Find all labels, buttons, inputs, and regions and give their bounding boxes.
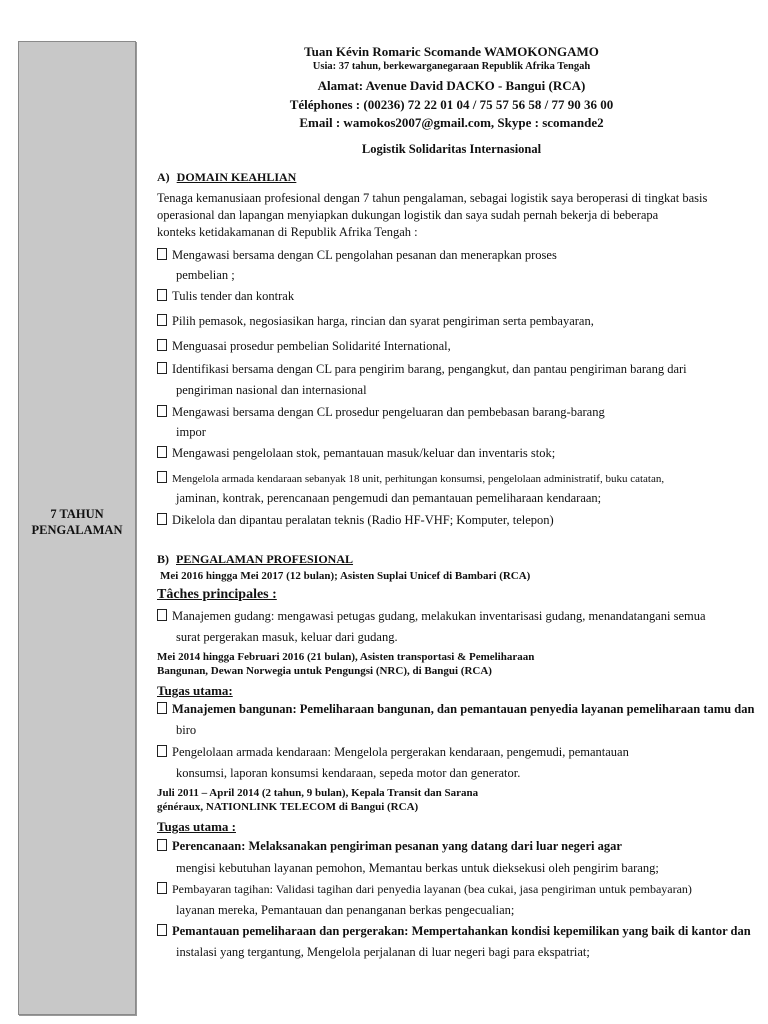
checkbox-icon xyxy=(157,609,167,621)
checkbox-icon xyxy=(157,405,167,417)
position-title: Logistik Solidaritas Internasional xyxy=(361,142,542,156)
job-title: généraux, NATIONLINK TELECOM di Bangui (RCA) xyxy=(157,801,419,813)
list-item: Mengawasi bersama dengan CL pengolahan pesanan dan menerapkan proses xyxy=(157,248,557,263)
list-item: Menguasai prosedur pembelian Solidarité International, xyxy=(157,339,451,354)
address: Alamat: Avenue David DACKO - Bangui (RCA) xyxy=(317,78,586,93)
checkbox-icon xyxy=(157,314,167,326)
task-item-continuation: biro xyxy=(176,723,197,737)
list-item-continuation: impor xyxy=(176,425,206,439)
age-nationality: Usia: 37 tahun, berkewarganegaraan Republik Afrika Tengah xyxy=(312,61,591,72)
experience-label: 7 TAHUN PENGALAMAN xyxy=(31,507,123,537)
sidebar-panel xyxy=(18,41,136,1015)
task-item-continuation: instalasi yang tergantung, Mengelola perjalanan di luar negeri bagi para ekspatriat; xyxy=(176,945,590,959)
task-item: Pengelolaan armada kendaraan: Mengelola pergerakan kendaraan, pengemudi, pemantauan xyxy=(157,745,629,760)
intro-text: konteks ketidakamanan di Republik Afrika Tengah : xyxy=(157,225,418,239)
list-item: Dikelola dan dipantau peralatan teknis (Radio HF-VHF; Komputer, telepon) xyxy=(157,513,554,528)
checkbox-icon xyxy=(157,745,167,757)
intro-text: operasional dan lapangan menyiapkan dukungan logistik dan saya sudah pernah bekerja di beberapa xyxy=(157,208,659,222)
list-item-continuation: pengiriman nasional dan internasional xyxy=(176,383,367,397)
job-title: Mei 2016 hingga Mei 2017 (12 bulan); Asisten Suplai Unicef di Bambari (RCA) xyxy=(160,570,531,582)
tasks-label: Tugas utama : xyxy=(157,819,236,834)
task-item: Manajemen gudang: mengawasi petugas gudang, melakukan inventarisasi gudang, menandatangani semua xyxy=(157,609,706,624)
task-item-continuation: mengisi kebutuhan layanan pemohon, Memantau berkas untuk dieksekusi oleh pengirim barang; xyxy=(176,861,659,875)
section-a-heading: A) DOMAIN KEAHLIAN xyxy=(157,170,297,184)
checkbox-icon xyxy=(157,513,167,525)
list-item: Mengawasi pengelolaan stok, pemantauan masuk/keluar dan inventaris stok; xyxy=(157,446,555,461)
job-title: Mei 2014 hingga Februari 2016 (21 bulan), Asisten transportasi & Pemeliharaan xyxy=(157,651,535,663)
task-item-continuation: konsumsi, laporan konsumsi kendaraan, sepeda motor dan generator. xyxy=(176,766,521,780)
checkbox-icon xyxy=(157,362,167,374)
section-b-heading: B) PENGALAMAN PROFESIONAL xyxy=(157,552,354,566)
job-title: Bangunan, Dewan Norwegia untuk Pengungsi (NRC), di Bangui (RCA) xyxy=(157,665,492,677)
checkbox-icon xyxy=(157,289,167,301)
checkbox-icon xyxy=(157,839,167,851)
task-item: Pembayaran tagihan: Validasi tagihan dari penyedia layanan (bea cukai, jasa pengiriman untuk pembayaran) xyxy=(157,882,692,897)
candidate-name: Tuan Kévin Romaric Scomande WAMOKONGAMO xyxy=(304,44,599,59)
checkbox-icon xyxy=(157,702,167,714)
list-item-continuation: pembelian ; xyxy=(176,268,235,282)
checkbox-icon xyxy=(157,339,167,351)
tasks-label: Tâches principales : xyxy=(157,587,277,602)
task-item: Perencanaan: Melaksanakan pengiriman pesanan yang datang dari luar negeri agar xyxy=(157,839,622,854)
checkbox-icon xyxy=(157,882,167,894)
job-title: Juli 2011 – April 2014 (2 tahun, 9 bulan), Kepala Transit dan Sarana xyxy=(157,787,479,799)
list-item: Identifikasi bersama dengan CL para pengirim barang, pengangkut, dan pantau pengiriman barang dari xyxy=(157,362,687,377)
checkbox-icon xyxy=(157,446,167,458)
intro-text: Tenaga kemanusiaan profesional dengan 7 tahun pengalaman, sebagai logistik saya beroperasi di tingkat basis xyxy=(157,191,708,205)
task-item: Manajemen bangunan: Pemeliharaan bangunan, dan pemantauan penyedia layanan pemeliharaan tamu dan xyxy=(157,702,754,717)
list-item-continuation: jaminan, kontrak, perencanaan pengemudi dan pemantauan pemeliharaan kendaraan; xyxy=(176,491,602,505)
list-item: Tulis tender dan kontrak xyxy=(157,289,294,304)
phone-numbers: Téléphones : (00236) 72 22 01 04 / 75 57 56 58 / 77 90 36 00 xyxy=(289,97,614,112)
checkbox-icon xyxy=(157,471,167,483)
email-skype: Email : wamokos2007@gmail.com, Skype : scomande2 xyxy=(299,115,604,130)
checkbox-icon xyxy=(157,924,167,936)
tasks-label: Tugas utama: xyxy=(157,683,233,698)
task-item-continuation: layanan mereka, Pemantauan dan penanganan berkas pengecualian; xyxy=(176,903,515,917)
checkbox-icon xyxy=(157,248,167,260)
list-item: Mengelola armada kendaraan sebanyak 18 unit, perhitungan konsumsi, pengelolaan administratif, buku catatan, xyxy=(157,471,664,485)
list-item: Mengawasi bersama dengan CL prosedur pengeluaran dan pembebasan barang-barang xyxy=(157,405,605,420)
task-item-continuation: surat pergerakan masuk, keluar dari gudang. xyxy=(176,630,398,644)
list-item: Pilih pemasok, negosiasikan harga, rincian dan syarat pengiriman serta pembayaran, xyxy=(157,314,594,329)
task-item: Pemantauan pemeliharaan dan pergerakan: Mempertahankan kondisi kepemilikan yang baik di kantor dan xyxy=(157,924,751,939)
